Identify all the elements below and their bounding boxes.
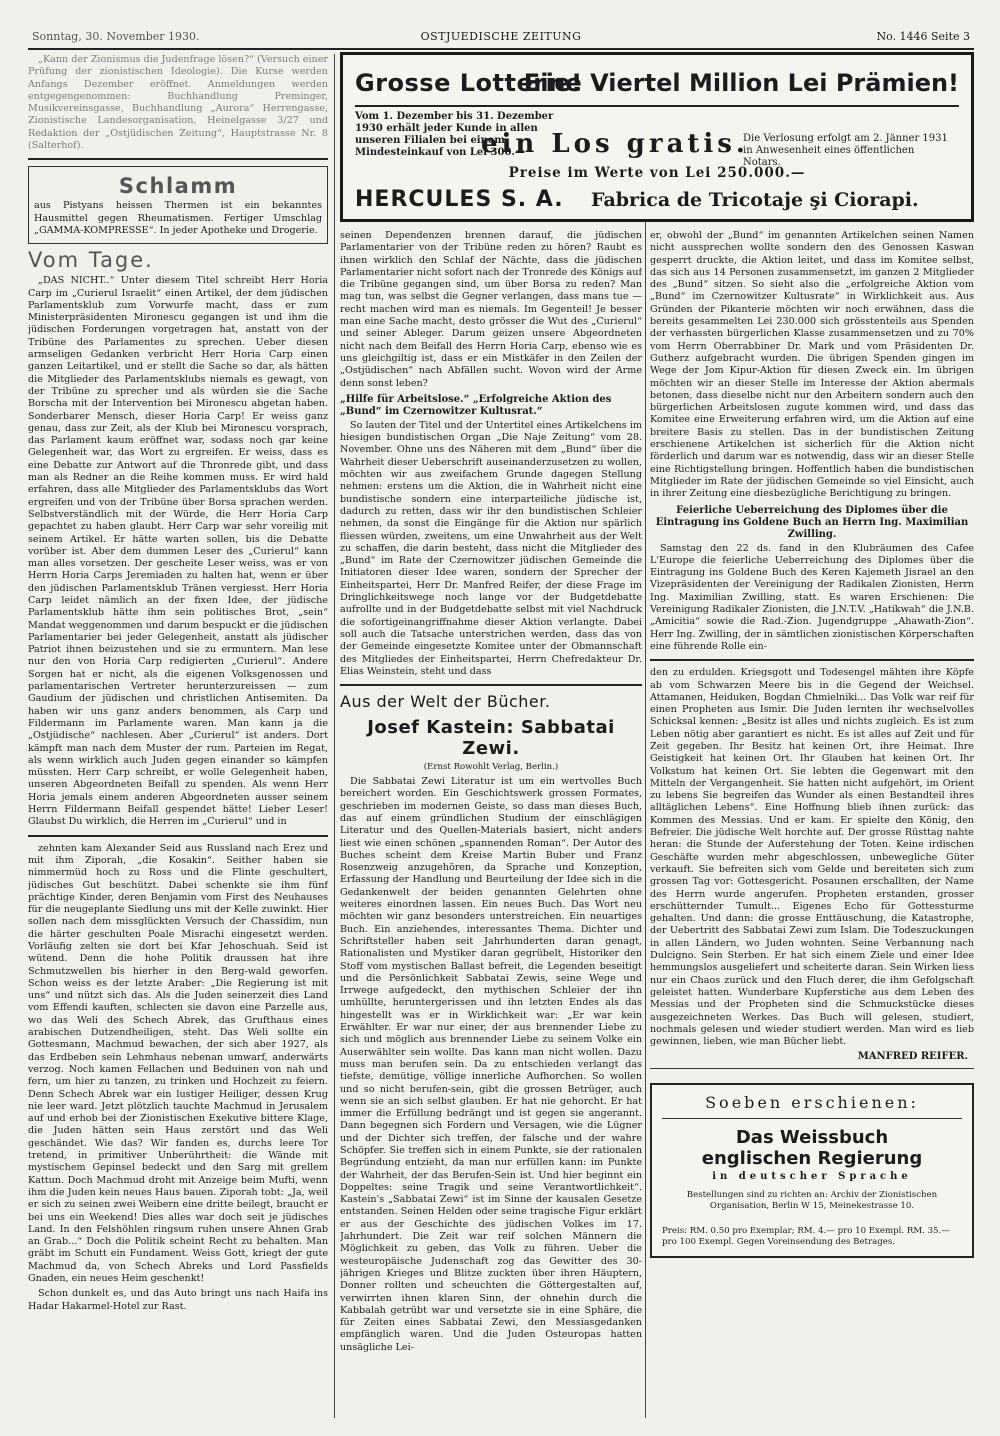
lotterie-title: Grosse Lotterie! <box>355 69 583 97</box>
curierul-continuation: seinen Dependenzen brennen darauf, die jüdischen Parlamentarier von der Tribüne reden zu hören? Raubt es ihnen wirklich den Schlaf der Nächte, dass die jüdischen Parlamentarier nicht sofort nach der Tronrede des Königs auf die Tribüne gegangen sind, um über Borsa zu reden? Man mag tun, was selbst die Gegner verlangen, dass mans tue — recht machen wird man es niemals. Im Gegenteil! Je besser man eine Sache macht, desto grösser die Wut des „Curierul“ und seiner Ableger. Darum geizen unsere Abgeordneten nicht nach dem Beifall des Herrn Horia Carp, ebenso wie es uns gleichgiltig ist, dass er ein Mistkäfer in den Zeilen der „Ostjüdischen“ nach Abfällen sucht. Wovon wird der Arme denn sonst leben? <box>340 230 642 389</box>
hilfe-heading: „Hilfe für Arbeitslose.“ „Erfolgreiche Aktion des „Bund“ im Czernowitzer Kultusrat.“ <box>340 393 612 417</box>
vom-tage-article: „DAS NICHT..“ Unter diesem Titel schreibt Herr Horia Carp im „Curierul Israelit“ einen Artikel, der dem jüdischen Parlamentsklub zum Vorwurfe macht, dass er zum Ministerpräsidenten Mironescu gegangen ist und ihm die jüdischen Forderungen vorgetragen hat, anstatt von der Tribüne des Parlamentes zu sprechen. Ueber diesen armseligen Gedanken verbricht Herr Horia Carp einen ganzen Leitartikel, und er stellt die Sache so dar, als hätten die Mitglieder des Parlamentsklubs niemals es gewagt, von der Tribüne zu sprecher und als würden sie die Sache Borscha mit der Intervention bei Mironescu abgetan haben. Sonderbarer Mensch, dieser Horia Carp! Er weiss ganz genau, dass zur Zeit, als der Klub bei Mironescu vorsprach, das Parlament kaum eröffnet war, sodass noch gar keine Gelegenheit war, das Wort zu ergreifen. Er weiss, dass es eine Debatte zur Antwort auf die Thronrede gibt, und dass man als Redner an die Reihe kommen muss. Er wird hald erfahren, dass alle Mitglieder des Parlamentsklubs das Wort ergreifen und von der Tribüne über Borsa sprachen werden. Selbstverständlich mit der Würde, die Herr Horia Carp gepachtet zu haben glaubt. Herr Carp war sehr voreilig mit seinem Artikel. Er hätte warten sollen, bis die Debatte vorüber ist. Aber dem dummen Leser des „Curierul“ kann man alles vorsetzen. Der gescheite Leser weiss, was er von Herrn Horia Carps Jeremiaden zu halten hat, wenn er über den jüdischen Parlamentsklub Tränen vergiesst. Herr Horia Carp leidet nämlich an der fixen Idee, der jüdische Parlamentsklub hätte ihm sein politisches Brot, „sein“ Mandat weggenommen und darum bespuckt er die jüdischen Parlamentarier bei jeder Gelegenheit, anstatt als jüdischer Patriot ihnen beizustehen und sie zu ermuntern. Man lese nur den von Horia Carp redigierten „Curierul“. Andere Sorgen hat er nicht, als die eigenen Volksgenossen und parlamentarischen Vertreter herunterzureissen — zum Gaudium der jüdischen und christlichen Antisemiten. Da haben wir uns ganz anders benommen, als Carp und Fildermann im Parlamente waren. Man kann ja die „Ostjüdische“ nachlesen. Aber „Curierul“ ist anders. Dort kämpft man nach dem Muster der rum. Parteien im Regat, als wenn wirklich auch Juden gegen einander so kämpfen müssten. Herr Carp schreibt, er wolle Gelegenheit haben, unseren Abgeordneten Beifall zu spenden. Als wenn Herr Horia jemals einem anderen Abgeordneten ausser seinem Herrn Fildermann Beifall gespendet hätte! Lieber Leser! Glaubst Du wirklich, die Herren im „Curierul“ und in <box>28 275 328 828</box>
lotterie-prizes: Preise im Werte von Lei 250.000.— <box>508 165 806 181</box>
hercules-name: HERCULES S. A. <box>355 187 564 212</box>
divider <box>28 158 328 160</box>
bund-continuation: er, obwohl der „Bund“ im genannten Artikelchen seinen Namen nicht aussprechen wollte sondern den des Genossen Kaswan gesperrt druckte, die Aktion leitet, und dass im Komitee selbst, das sich aus 14 Personen zusammensetzt, im ganzen 2 Mitglieder des „Bund“ sitzen. So sieht also die „erfolgreiche Aktion vom „Bund“ im Czernowitzer Kultusrate“ in Wirklichkeit aus. Aus Gründen der Pikanterie möchten wir noch erwähnen, dass die bereits gesammelten Lei 230.000 sich grösstenteils aus Spenden der verhassten bürgerlichen Klasse zusammensetzen und zu 70% vom Herrn Oberrabbiner Dr. Mark und vom Präsidenten Dr. Gutherz aufgebracht wurden. Die übrigen Spenden gingen im Wege der Jom Kipur-Aktion für diesen Zweck ein. Im übrigen möchten wir an dieser Stelle im Interesse der Aktion abermals betonen, dass dieselbe nicht nur den Arbeitern sondern auch den bürgerlichen Arbeitslosen zugute kommen wird, und dass das Komitee eine Erweiterung erfahren wird, um die Aktion auf eine breitere Basis zu stellen. Das in der bundistischen Zeitung erschienene Artikelchen ist sicherlich für die Aktion nicht förderlich und darum war es notwendig, dass wir an dieser Stelle eine Richtigstellung bringen. Hoffentlich haben die bundistischen Mitglieder im Rate der jüdischen Gemeinde so viel Einsicht, auch in ihrer Zeitung eine diesbezügliche Berichtigung zu bringen. <box>650 230 974 500</box>
book-title: Josef Kastein: Sabbatai Zewi. <box>367 717 615 760</box>
header-page-number: No. 1446 Seite 3 <box>876 30 970 43</box>
newspaper-page <box>28 18 974 1418</box>
travel-story-end: Schon dunkelt es, und das Auto bringt uns nach Haifa ins Hadar Hakarmel-Hotel zur Rast. <box>28 1288 328 1312</box>
column-2 <box>340 54 642 1418</box>
divider <box>650 1068 974 1069</box>
column-3 <box>650 54 974 1418</box>
weissbuch-price: Preis: RM. 0.50 pro Exemplar; RM. 4.— pro 10 Exempl. RM. 35.— pro 100 Exempl. Gegen Voreinsendung des Betrages. <box>662 1226 950 1248</box>
weissbuch-subtitle: englischen Regierung <box>701 1148 923 1170</box>
weissbuch-language: in deutscher Sprache <box>712 1171 912 1183</box>
column-2-content <box>340 230 642 1357</box>
author-signature: MANFRED REIFER. <box>857 1051 968 1063</box>
divider <box>28 835 328 837</box>
feier-heading: Feierliche Ueberreichung des Diplomes über die Eintragung ins Goldene Buch an Herrn Ing. Maximilian Zwilling. <box>655 504 969 540</box>
header-date: Sonntag, 30. November 1930. <box>32 30 200 43</box>
divider <box>340 684 642 686</box>
column-divider <box>334 54 335 1418</box>
hercules-tagline: Fabrica de Tricotaje şi Ciorapi. <box>591 189 919 211</box>
weissbuch-title: Das Weissbuch <box>735 1127 889 1149</box>
hilfe-article: So lauten der Titel und der Untertitel eines Artikelchens im hiesigen bundistischen Organ „Die Naje Zeitung“ vom 28. November. Ohne uns des Näheren mit dem „Bund“ über die Wahrheit dieser Ueberschrift auseinanderzusetzen zu wollen, möchten wir aus zweifachem Grunde dagegen Stellung nehmen: erstens um die Aktion, die in Wahrheit nicht eine bundistische sondern eine interparteiliche jüdische ist, dadurch zu retten, dass wir ihr den bundistischen Schleier nehmen, da sonst die Eingänge für die Aktion nur spärlich fliessen würden, zweitens, um eine Unwahrheit aus der Welt zu schaffen, die darin besteht, dass nicht die Mitglieder des „Bund“ im Rate der Czernowitzer jüdischen Gemeinde die Initiatoren dieser Idee waren, sondern der Sprecher der Einheitspartei, Herr Dr. Manfred Reifer, der diese Frage im Dringlichkeitswege noch lange vor der Budgetdebatte aufrollte und in der Budgetdebatte selbst mit viel Nachdruck die sofortigeinangriffnahme dieser Aktion verlangte. Dabei soll auch die Tatsache unterstrichen werden, dass das von der Gemeinde eingesetzte Komitee unter der Obmannschaft des Mitgliedes der Einheitspartei, Herrn Chefredakteur Dr. Elias Weinstein, steht und dass <box>340 419 642 677</box>
book-publisher: (Ernst Rowohlt Verlag, Berlin.) <box>423 762 559 773</box>
column-3-content <box>650 230 974 1258</box>
book-review-continuation: den zu erdulden. Kriegsgott und Todesengel mähten ihre Köpfe ab vom Schwarzen Meere bis in die Gegend der Weichsel. Attamanen, Heiduken, Bogdan Chmielniki... Das Volk war reif für einen Propheten aus Ismir. Die Juden lernten ihr wechselvolles Schicksal kennen: „Besitz ist alles und nichts zugleich. Es ist zum Leben nötig aber garantiert es nicht. Es ist alles auf Zeit und für Zeit gegeben. Ihr Besitz hat keinen Ort, ihre Heimat. Ihre Geistigkeit hat keinen Ort. Ihr Glauben hat keinen Ort. Ihr Volkstum hat keinen Ort. Sie lebten die Gegenwart mit den Mitteln der Vergangenheit. Sie hatten nicht aufgehört, im Orient zu lebens Sie begreifen das Wunder als einen Bestandteil ihres alltäglichen Lebens“. Eine Hoffnung blieb ihnen zurück: das Kommen des Messias. Und er kam. Er spielte den König, den Befreier. Die jüdische Welt horchte auf. Der grosse Rüsttag nahte heran: die Stunde der Auferstehung der Toten. Keine irdischen Geschäfte wurden mehr abgeschlossen, unbewegliche Güter verkauft. Sie befreiten sich vom Gelde und bereiteten sich zum grossen Tag vor: Gottesgericht. Posaunen erschallten, der Name des Herrn wurde angerufen. Propheten erstanden, grosser erschütternder Tumult... Eigenes Echo für Gottessturme gehalten. Und dann: die grosse Enttäuschung, die Katastrophe, der Uebertritt des Sabbatai Zewi zum Islam. Die Todeszuckungen in allen Ländern, wo Juden wohnten. Seine Verbannung nach Dulcigno. Sein Sterben. Er hat sich einem Ziele und einer Idee hemmungslos ausgeliefert und scheiterte daran. Sein Wirken liess nur ein Chaos zurück und den Fluch derer, die ihm Gefolgschaft geleistet hatten. Wunderbare Kupferstiche aus dem Leben des Messias und der Propheten sind die Schmuckstücke dieses ausgezeichneten Werkes. Das Buch will gelesen, studiert, nochmals gelesen und wieder studiert werden. Man wird es lieb gewinnen, lieben, wie man Bücher liebt. <box>650 667 974 1048</box>
travel-story: zehnten kam Alexander Seid aus Russland nach Erez und mit ihm Ziporah, „die Kosakin“. Seither haben sie nimmermüd hoch zu Ross und die Flinte geschultert, jüdisches Gut beschützt. Dabei schenkte sie ihm fünf prächtige Kinder, deren Benjamin vom First des Neuhauses für die neugeplante Siedlung uns mit der Kelle zuwinkt. Hier sollen nach dem missglückten Versuch der Chassidim, nun die härter geschulten Poale Misrachi eingesetzt werden. Vorläufig zelten sie dort bei Kfar Jehoschuah. Seid ist wütend. Denn die hohe Politik draussen hat ihre Schmutzwellen bis hierher in den Berg-wald geworfen. Schon weiss es der letzte Araber: „Die Regierung ist mit uns“ und nützt sich das. Als die Juden seinerzeit dies Land vom Effendi kauften, schlecten sie davon eine Parzelle aus, wo das Weli des Schech Abrek, das Grufthaus eines arabischen Dutzendheiligen, steht. Das Weli sollte ein Gottesmann, Machmud bewachen, der sich aber 1927, als das Erdbeben sein Lehmhaus nebenan umwarf, anderwärts verzog. Noch kamen Fellachen und Beduinen von nah und fern, um hier zu tanzen, zu trinken und Hochzeit zu feiern. Denn Schech Abrek war ein lustiger Heiliger, dessen Krug nie leer ward. Jetzt plötzlich tauchte Machmud in Jerusalem auf und erhob bei der Zionistischen Exekutive bittere Klage, die Juden hätten sein Haus zerstört und das Weli geschändet. Wie das? Wir fanden es, durchs leere Tor tretend, in primitiver Unberührtheit: die Wände mit mystischem Gepinsel bedeckt und den Sarg mit grellem Kattun. Doch Machmud droht mit Anzeige beim Mufti, wenn ihm die Juden kein neues Haus bauen. Ziporah tobt: „Ja, weil er sich zu seinen zwei Weibern eine dritte beilegt, braucht er bei uns ein Weekend! Dies alles war doch seit je jüdisches Land. In den Felshöhlen ringsum ruhen unsere Ahnen Grab an Grab...“ Doch die Politik scheint Recht zu behalten. Man gräbt im Schutt ein Fundament. Weiss Gott, kriegt der gute Machmud da, von Schech Abreks und Lord Passfields Gnaden, ein neues Heim geschenkt! <box>28 842 328 1285</box>
weissbuch-ad <box>650 1083 974 1258</box>
lotterie-gratis: ein Los gratis. <box>481 129 749 159</box>
header-title: OSTJUEDISCHE ZEITUNG <box>420 30 582 43</box>
lotterie-draw-info: Die Verlosung erfolgt am 2. Jänner 1931 in Anwesenheit eines öffentlichen Notars. <box>743 133 948 168</box>
book-review: Die Sabbatai Zewi Literatur ist um ein wertvolles Buch bereichert worden. Ein Geschichtswerk grossen Formates, geschrieben im modernen Geiste, so dass man dieses Buch, das auf einem gründlichen Studium der einschlägigen Literatur und des Quellen-Materials basiert, nicht anders liest wie einen schönen „spannenden Roman“. Der Autor des Buches scheint dem Kreise Martin Buber und Franz Rosenzweig anzugehören, da Sprache und Konzeption, Erfassung der Handlung und Beurteilung der Idee sich in die Gedankenwelt der beiden genannten Gelehrten ohne weiteres einordnen lassen. Ein neues Buch. Das Wort neu möchten wir ganz besonders unterstreichen. Ein neuartiges Buch. Ein anziehendes, interessantes Thema. Dichter und Schriftsteller haben seit Jahrhunderten daran genagt, Rationalisten und Mystiker daran gegrübelt, Historiker den Stoff vom mystischen Ballast befreit, die Legenden beseitigt und die Persönlichkeit Sabbatai Zewis, seine Wege und Irrwege aufgedeckt, den mythischen Schleier der ihn umhüllte, heruntergerissen und ihn letzten Endes als das hingestellt was er in Wirklichkeit war: „Er war kein Erwählter. Er war nur einer, der aus brennender Liebe zu sich und möglich aus brennender Liebe zu seinem Volke ein Auserwählter sein wollte. Das kann man nicht wollen. Dazu muss man berufen sein. Da zu entschieden verlangt das tiefste, demütige, völlige innerliche Aufhorchen. So wollen und so nicht berufen-sein, gibt die grossen Betrüger, auch wenn sie an sich selbst glauben. Er hat nie gehorcht. Er hat immer die Erfüllung bedrängt und ist gegen sie angerannt. Dann begegnen sich Fordern und Versagen, wie die Lügner und der Dichter sich treffen, der falsche und der wahre Schöpfer. Sie treffen sich in einem Punkte, sie der rationalen Begründung entzieht, da man nur erfüllen kann: im Punkte der Wahrheit, der das Berufen-Sein ist. Und hier beginnt ein Doppeltes: seine Tragik und seine Verantwortlichkeit“. Kastein's „Sabbatai Zewi“ ist im Sinne der kausalen Gesetze entstanden. Seinen Helden oder seine tragische Figur erklärt er aus der Geschichte des jüdischen Volkes im 17. Jahrhundert. Die Zeit war reif solchen Männern die Möglichkeit zu geben, das Volk zu führen. Ueber die westeuropäische Judenschaft zog das Gewitter des 30-jährigen Krieges und Blitze zuckten über ihren Häuptern, Donner rollten und scheuchten die Göttergestalten auf, verwirrten ihnen klaren Sinn, der ohnehin durch die Kabbalah getrübt war und versetzte sie in eine Sphäre, die für Zeiten eines Sabbatai Zewi, den Messiasgedanken empfänglich waren. Und die Juden Osteuropas hatten unsägliche Lei- <box>340 776 642 1353</box>
feier-article: Samstag den 22 ds. fand in den Klubräumen des Cafee L'Europe die feierliche Ueberreichung des Diplomes über die Eintragung ins Goldene Buch des Keren Kajemeth Jisrael an den Vizepräsidenten der Vereinigung der Radikalen Zionisten, Herrn Ing. Maximilian Zwilling, statt. Es waren Erschienen: Die Vereinigung Radikaler Zionisten, die J.N.T.V. „Hatikwah“ die J.N.B. „Amicitia“ sowie die Rad.-Zion. Jugendgruppe „Ahawath-Zion“. Herr Ing. Zwilling, der in sämtlichen zionistischen Körperschaften eine führende Rolle ein- <box>650 542 974 652</box>
column-divider <box>645 222 646 1418</box>
schlamm-text: aus Pistyans heissen Thermen ist ein bekanntes Hausmittel gegen Rheumatismen. Fertiger Umschlag „GAMMA-KOMPRESSE“. In jeder Apotheke und Drogerie. <box>34 200 322 236</box>
weissbuch-kicker: Soeben erschienen: <box>662 1093 962 1119</box>
course-announcement: „Kann der Zionismus die Judenfrage lösen?“ (Versuch einer Prüfung der zionistischen Ideologie). Die Kurse werden Anfangs Dezember eröffnet. Anmeldungen werden entgegengenommen: Buchhandlung Preminger, Musikvereinsgasse, Buchhandlung „Aurora“ Herrengasse, Zionistische Landesorganisation, Heinelgasse 3/27 und Redaktion der „Ostjüdischen Zeitung“, Hauptstrasse Nr. 8 (Salterhof). <box>28 54 328 152</box>
page-header <box>28 18 974 50</box>
weissbuch-order-info: Bestellungen sind zu richten an: Archiv der Zionistischen Organisation, Berlin W 15, Meinekestrasse 10. <box>686 1190 938 1212</box>
vom-tage-heading: Vom Tage. <box>28 248 154 273</box>
schlamm-ad <box>28 166 328 244</box>
divider <box>650 659 974 661</box>
column-1 <box>28 54 328 1418</box>
praemien-title: Eine Viertel Million Lei Prämien! <box>523 69 959 97</box>
books-section-title: Aus der Welt der Bücher. <box>340 692 551 712</box>
schlamm-title: Schlamm <box>118 174 238 199</box>
lotterie-terms: Vom 1. Dezember bis 31. Dezember 1930 erhält jeder Kunde in allen unseren Filialen bei einem Mindesteinkauf von Lei 300.— <box>355 111 554 158</box>
